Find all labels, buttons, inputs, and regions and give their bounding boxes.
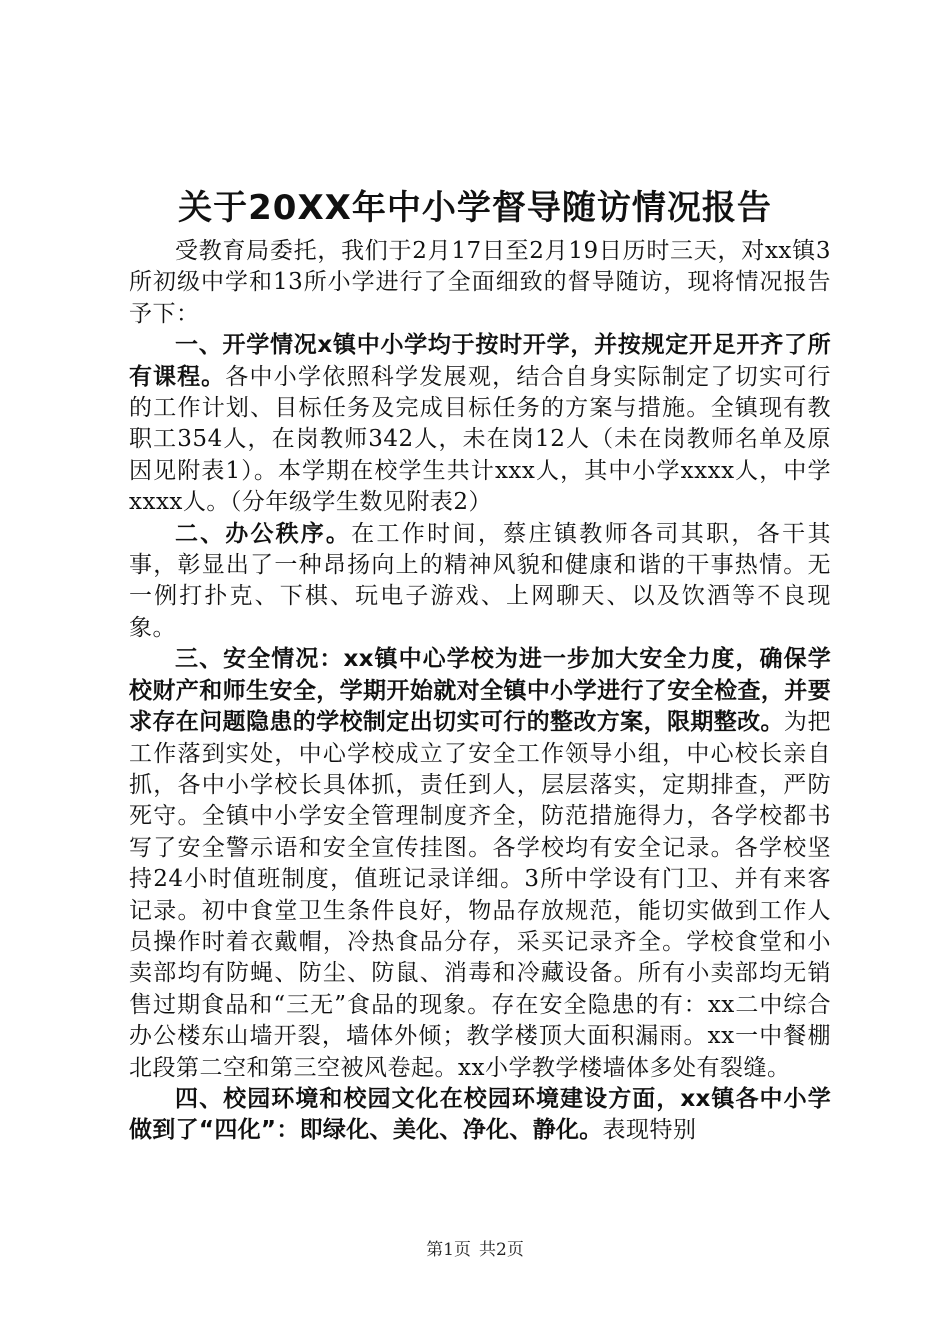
section-2-text: 在工作时间，蔡庄镇教师各司其职，各干其事，彰显出了一种昂扬向上的精神风貌和健康和谐的干事热情。无一例打扑克、下棋、玩电子游戏、上网聊天、以及饮酒等不良现象。	[129, 520, 831, 641]
paragraph-section-4	[129, 1084, 831, 1147]
document-body	[129, 236, 831, 1147]
section-1-text: 各中小学依照科学发展观，结合自身实际制定了切实可行的工作计划、目标任务及完成目标任务的方案与措施。全镇现有教职工354人，在岗教师342人，未在岗12人（未在岗教师名单及原因见附表1）。本学期在校学生共计xxx人，其中小学xxxx人，中学xxxx人。（分年级学生数见附表2）	[129, 363, 832, 516]
paragraph-section-1	[129, 330, 831, 518]
paragraph-intro-text: 受教育局委托，我们于2月17日至2月19日历时三天，对xx镇3所初级中学和13所小学进行了全面细致的督导随访，现将情况报告予下：	[129, 238, 831, 327]
section-1-heading: 一、开学情况x镇中小学均于按时开学，并按规定开足开齐了所有课程。	[129, 332, 831, 390]
section-3-text: 为把工作落到实处，中心学校成立了安全工作领导小组，中心校长亲自抓，各中小学校长具体抓，责任到人，层层落实，定期排查，严防死守。全镇中小学安全管理制度齐全，防范措施得力，各学校都书写了安全警示语和安全宣传挂图。各学校均有安全记录。各学校坚持24小时值班制度，值班记录详细。3所中学设有门卫、并有来客记录。初中食堂卫生条件良好，物品存放规范，能切实做到工作人员操作时着衣戴帽，冷热食品分存，采买记录齐全。学校食堂和小卖部均有防蝇、防尘、防鼠、消毒和冷藏设备。所有小卖部均无销售过期食品和“三无”食品的现象。存在安全隐患的有：xx二中综合办公楼东山墙开裂，墙体外倾；教学楼顶大面积漏雨。xx一中餐棚北段第二空和第三空被风卷起。xx小学教学楼墙体多处有裂缝。	[129, 709, 831, 1081]
document-title: 关于20XX年中小学督导随访情况报告	[178, 188, 772, 228]
section-4-heading: 四、校园环境和校园文化在校园环境建设方面，xx镇各中小学做到了“四化”：即绿化、美化、净化、静化。	[129, 1085, 831, 1144]
page-total: 共2页	[479, 1240, 524, 1260]
section-4-text: 表现特别	[602, 1117, 697, 1144]
section-3-heading: 三、安全情况：xx镇中心学校为进一步加大安全力度，确保学校财产和师生安全，学期开始就对全镇中小学进行了安全检查，并要求存在问题隐患的学校制定出切实可行的整改方案，限期整改。	[129, 646, 831, 736]
section-2-heading: 二、办公秩序。	[175, 520, 352, 547]
page-footer	[0, 1238, 950, 1262]
page-number: 第1页	[426, 1240, 471, 1260]
paragraph-section-2	[129, 519, 831, 645]
paragraph-section-3	[129, 644, 831, 1084]
paragraph-intro	[129, 236, 831, 330]
